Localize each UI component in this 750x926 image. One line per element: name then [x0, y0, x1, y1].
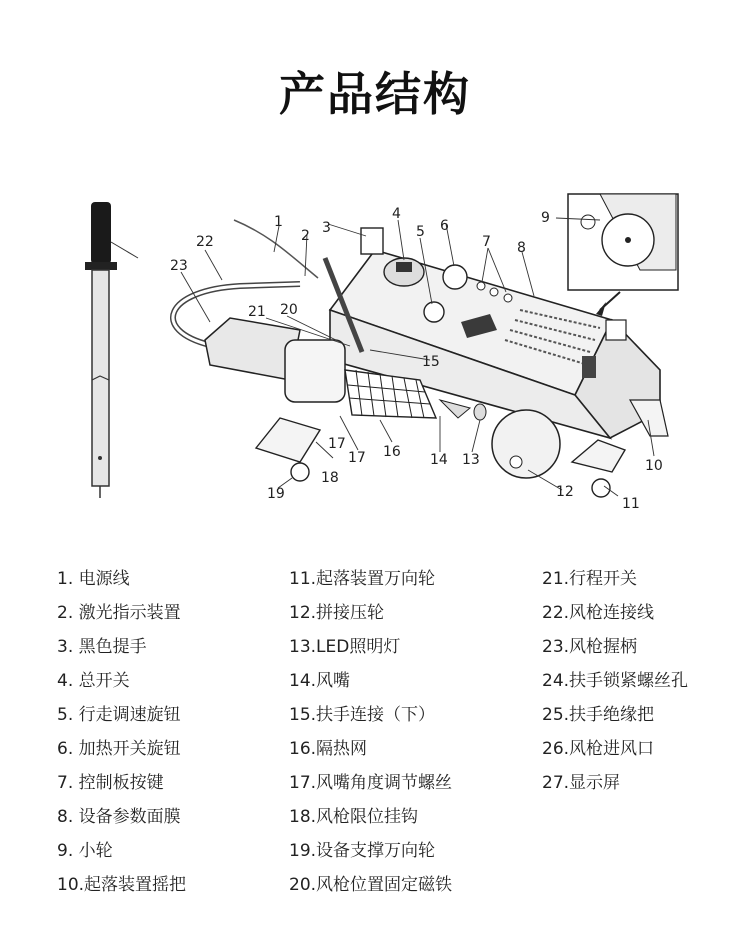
- legend-item: 23.风枪握柄: [542, 637, 638, 657]
- callout-18: 18: [321, 470, 339, 486]
- callout-8: 8: [517, 240, 526, 256]
- legend-item: 19.设备支撑万向轮: [289, 841, 436, 861]
- callout-16: 16: [383, 444, 401, 460]
- parts-legend: [0, 562, 750, 902]
- callout-11: 11: [622, 496, 640, 512]
- legend-item: 17.风嘴角度调节螺丝: [289, 773, 453, 793]
- callout-3: 3: [322, 220, 331, 236]
- callout-1: 1: [274, 214, 283, 230]
- legend-column-3: [542, 562, 688, 800]
- callout-2: 2: [301, 228, 310, 244]
- legend-item: 15.扶手连接（下）: [289, 705, 436, 725]
- callout-23: 23: [170, 258, 188, 274]
- callout-17b: 17: [328, 436, 346, 452]
- callout-20: 20: [280, 302, 298, 318]
- legend-item: 12.拼接压轮: [289, 603, 385, 623]
- page-title: 产品结构: [279, 67, 471, 121]
- legend-item: 25.扶手绝缘把: [542, 705, 655, 725]
- legend-item: 10.起落装置摇把: [57, 875, 187, 895]
- legend-column-1: [57, 562, 186, 902]
- legend-item: 4. 总开关: [57, 671, 130, 691]
- legend-item: 7. 控制板按键: [57, 773, 164, 793]
- callout-21: 21: [248, 304, 266, 320]
- legend-item: 27.显示屏: [542, 773, 621, 793]
- legend-item: 21.行程开关: [542, 569, 638, 589]
- legend-item: 13.LED照明灯: [289, 637, 401, 657]
- legend-item: 6. 加热开关旋钮: [57, 739, 181, 759]
- callout-4: 4: [392, 206, 401, 222]
- legend-item: 24.扶手锁紧螺丝孔: [542, 671, 689, 691]
- legend-item: 8. 设备参数面膜: [57, 807, 181, 827]
- handle-bar-illustration: [85, 202, 138, 498]
- callout-19: 19: [267, 486, 285, 502]
- callout-14: 14: [430, 452, 448, 468]
- legend-item: 9. 小轮: [57, 841, 113, 861]
- legend-item: 11.起落装置万向轮: [289, 569, 436, 589]
- legend-item: 3. 黑色提手: [57, 637, 147, 657]
- legend-item: 5. 行走调速旋钮: [57, 705, 181, 725]
- legend-item: 16.隔热网: [289, 739, 368, 759]
- legend-column-2: [289, 562, 452, 902]
- callout-17a: 17: [348, 450, 366, 466]
- legend-item: 2. 激光指示装置: [57, 603, 181, 623]
- callout-13: 13: [462, 452, 480, 468]
- legend-item: 26.风枪进风口: [542, 739, 655, 759]
- callout-6: 6: [440, 218, 449, 234]
- legend-item: 22.风枪连接线: [542, 603, 655, 623]
- callout-22: 22: [196, 234, 214, 250]
- callout-15: 15: [422, 354, 440, 370]
- inset-detail: [568, 194, 678, 316]
- legend-item: 18.风枪限位挂钩: [289, 807, 419, 827]
- legend-item: 20.风枪位置固定磁铁: [289, 875, 453, 895]
- legend-item: 1. 电源线: [57, 569, 130, 589]
- callout-7: 7: [482, 234, 491, 250]
- callout-9: 9: [541, 210, 550, 226]
- callout-5: 5: [416, 224, 425, 240]
- callout-10: 10: [645, 458, 663, 474]
- product-structure-diagram: [0, 180, 750, 520]
- legend-item: 14.风嘴: [289, 671, 351, 691]
- callout-12: 12: [556, 484, 574, 500]
